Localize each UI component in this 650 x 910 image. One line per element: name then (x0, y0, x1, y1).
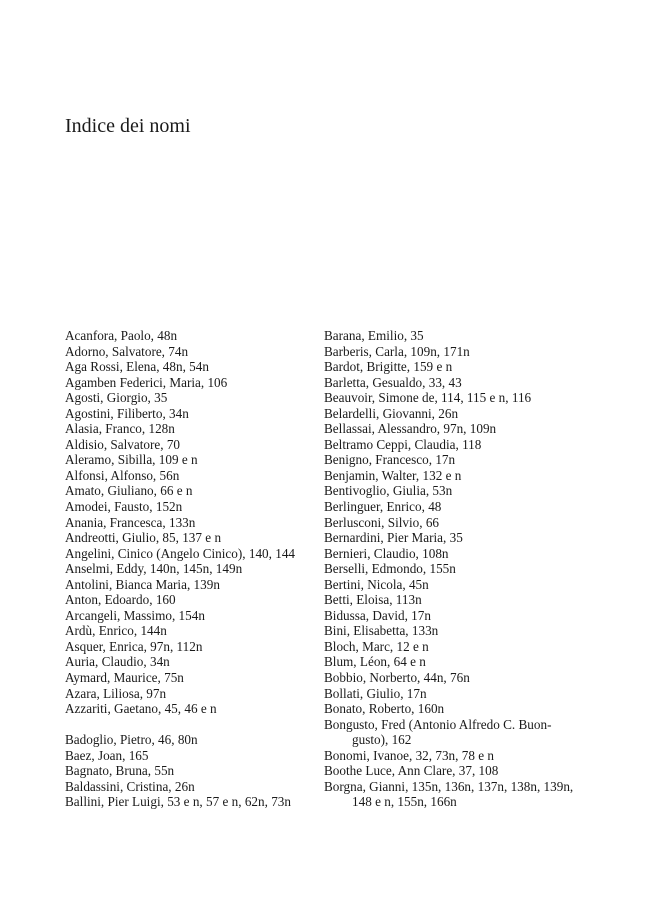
index-entry: Agosti, Giorgio, 35 (65, 390, 168, 406)
index-entry: Betti, Eloisa, 113n (324, 592, 422, 608)
index-entry: Andreotti, Giulio, 85, 137 e n (65, 530, 222, 546)
index-entry: Bobbio, Norberto, 44n, 76n (324, 670, 470, 686)
index-entry: Alasia, Franco, 128n (65, 421, 175, 437)
index-entry: Ballini, Pier Luigi, 53 e n, 57 e n, 62n, 73n (65, 794, 291, 810)
index-entry: Bernardini, Pier Maria, 35 (324, 530, 463, 546)
index-entry: Amato, Giuliano, 66 e n (65, 483, 193, 499)
index-entry: Agostini, Filiberto, 34n (65, 405, 189, 421)
index-entry: Borgna, Gianni, 135n, 136n, 137n, 138n, 139n, 148 e n, 155n, 166n (324, 778, 574, 810)
index-entry: Aldisio, Salvatore, 70 (65, 436, 181, 452)
index-entry: Amodei, Fausto, 152n (65, 499, 183, 515)
index-column-right (324, 328, 584, 810)
index-entry: Berlusconi, Silvio, 66 (324, 514, 440, 530)
index-entry: Benigno, Francesco, 17n (324, 452, 456, 468)
index-entry: Bagnato, Bruna, 55n (65, 763, 175, 779)
index-entry: Belardelli, Giovanni, 26n (324, 405, 459, 421)
index-entry: Aymard, Maurice, 75n (65, 670, 184, 686)
index-entry: Barberis, Carla, 109n, 171n (324, 343, 470, 359)
index-entry: Asquer, Enrica, 97n, 112n (65, 638, 203, 654)
index-entry: Badoglio, Pietro, 46, 80n (65, 732, 198, 748)
index-entry: Bloch, Marc, 12 e n (324, 638, 429, 654)
index-entry: Berselli, Edmondo, 155n (324, 561, 456, 577)
index-entry: Anton, Edoardo, 160 (65, 592, 176, 608)
index-entry: Baez, Joan, 165 (65, 747, 149, 763)
index-entry: Agamben Federici, Maria, 106 (65, 374, 228, 390)
index-entry: Azara, Liliosa, 97n (65, 685, 167, 701)
index-entry: Bernieri, Claudio, 108n (324, 545, 449, 561)
index-entry: Barletta, Gesualdo, 33, 43 (324, 374, 462, 390)
index-entry: Aga Rossi, Elena, 48n, 54n (65, 359, 209, 375)
index-entry: Beauvoir, Simone de, 114, 115 e n, 116 (324, 390, 532, 406)
index-entry: Bonato, Roberto, 160n (324, 701, 445, 717)
index-entry: Arcangeli, Massimo, 154n (65, 607, 205, 623)
index-entry: Auria, Claudio, 34n (65, 654, 170, 670)
index-entry: Bongusto, Fred (Antonio Alfredo C. Buon-gusto), 162 (324, 716, 552, 748)
index-entry: Bentivoglio, Giulia, 53n (324, 483, 453, 499)
index-entry: Barana, Emilio, 35 (324, 328, 424, 343)
index-entry: Adorno, Salvatore, 74n (65, 343, 189, 359)
index-column-left (65, 328, 325, 810)
page-title: Indice dei nomi (65, 115, 191, 137)
index-entry: Antolini, Bianca Maria, 139n (65, 576, 220, 592)
index-entry: Boothe Luce, Ann Clare, 37, 108 (324, 763, 499, 779)
index-entry: Bollati, Giulio, 17n (324, 685, 427, 701)
index-entry: Anselmi, Eddy, 140n, 145n, 149n (65, 561, 243, 577)
index-entry: Bini, Elisabetta, 133n (324, 623, 439, 639)
index-entry: Azzariti, Gaetano, 45, 46 e n (65, 701, 217, 717)
index-entry: Aleramo, Sibilla, 109 e n (65, 452, 198, 468)
index-entry: Benjamin, Walter, 132 e n (324, 467, 462, 483)
index-entry: Berlinguer, Enrico, 48 (324, 499, 442, 515)
index-entry: Ardù, Enrico, 144n (65, 623, 167, 639)
index-entry: Bellassai, Alessandro, 97n, 109n (324, 421, 497, 437)
index-entry: Bonomi, Ivanoe, 32, 73n, 78 e n (324, 747, 494, 763)
index-entry: Bidussa, David, 17n (324, 607, 431, 623)
index-entry: Alfonsi, Alfonso, 56n (65, 467, 180, 483)
index-entry: Beltramo Ceppi, Claudia, 118 (324, 436, 482, 452)
index-entry: Anania, Francesca, 133n (65, 514, 196, 530)
index-entry: Bertini, Nicola, 45n (324, 576, 429, 592)
index-entry: Baldassini, Cristina, 26n (65, 778, 195, 794)
index-entry: Angelini, Cinico (Angelo Cinico), 140, 144 (65, 545, 296, 561)
index-entry: Bardot, Brigitte, 159 e n (324, 359, 453, 375)
index-entry: Blum, Léon, 64 e n (324, 654, 426, 670)
index-entry: Acanfora, Paolo, 48n (65, 328, 178, 343)
